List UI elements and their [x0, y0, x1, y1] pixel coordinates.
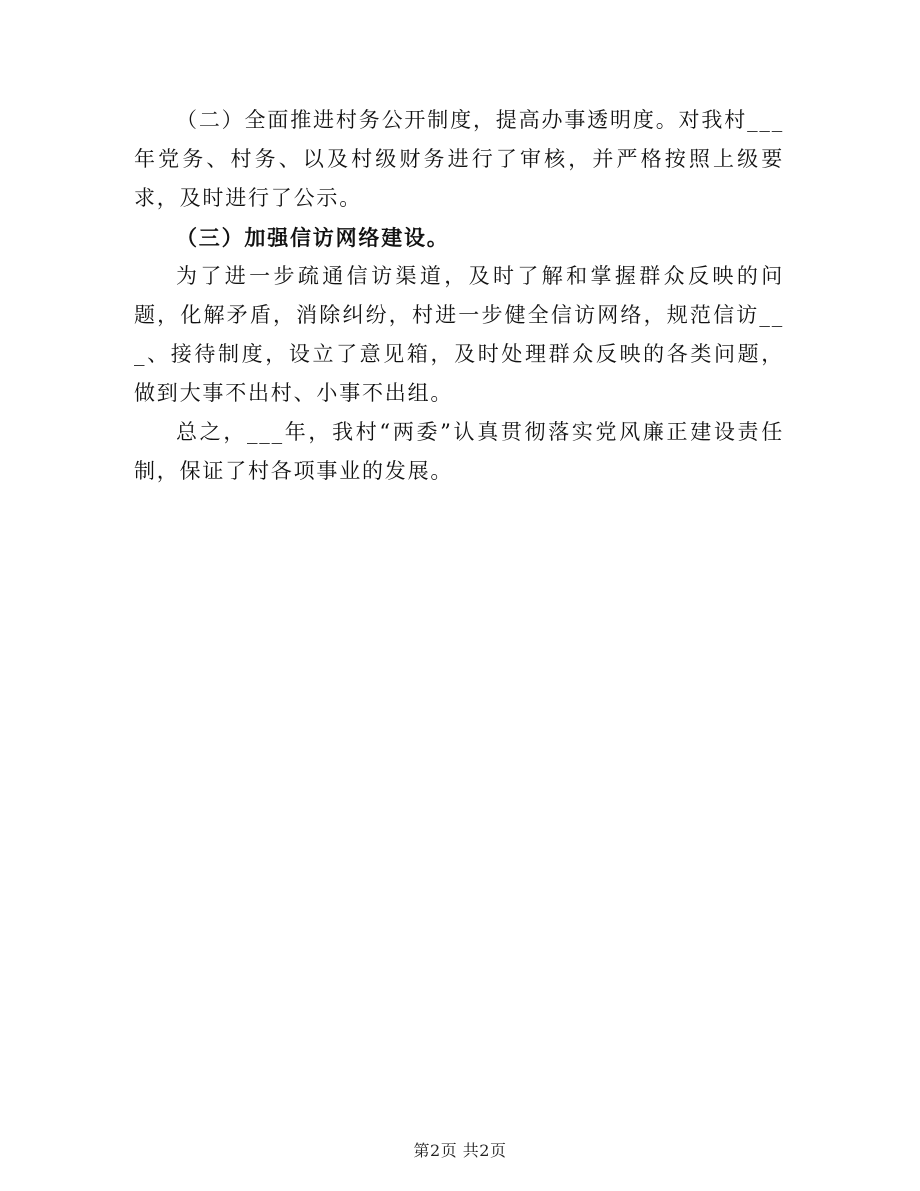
- page-number-footer: 第2页 共2页: [413, 1141, 507, 1160]
- paragraph-village-affairs-disclosure: （二）全面推进村务公开制度，提高办事透明度。对我村___年党务、村务、以及村级财务进行了审核，并严格按照上级要求，及时进行了公示。: [134, 108, 784, 210]
- paragraph-petition-channels: 为了进一步疏通信访渠道，及时了解和掌握群众反映的问题，化解矛盾，消除纠纷，村进一步健全信访网络，规范信访___、接待制度，设立了意见箱，及时处理群众反映的各类问题，做到大事不出村、小事不出组。: [134, 264, 784, 405]
- document-body: [134, 101, 784, 491]
- paragraph-summary: 总之，___年，我村“两委”认真贯彻落实党风廉正建设责任制，保证了村各项事业的发展。: [134, 420, 784, 483]
- section-heading-petition-network: （三）加强信访网络建设。: [176, 225, 450, 250]
